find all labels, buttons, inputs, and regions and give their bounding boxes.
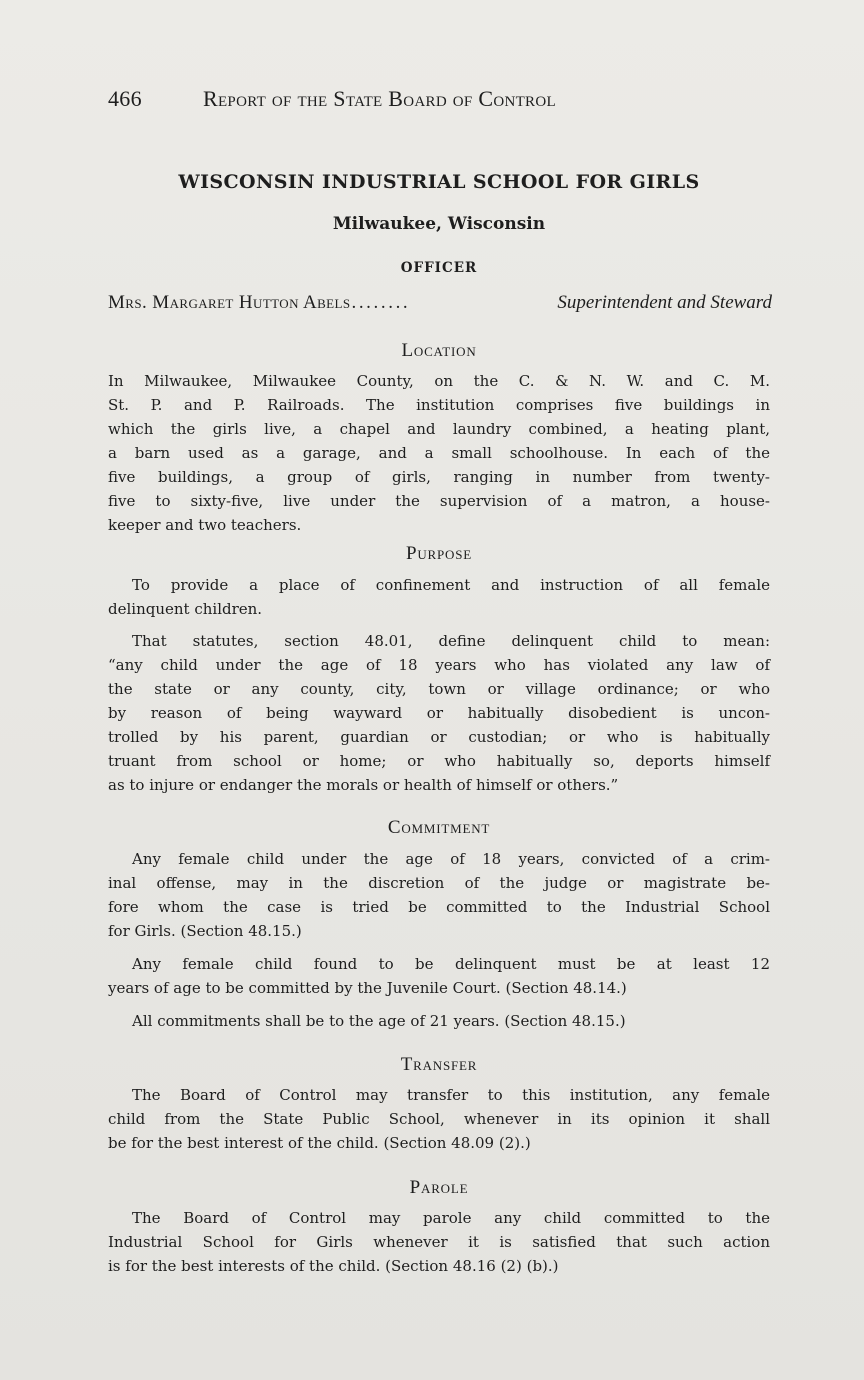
text-line: delinquent children. <box>108 600 263 618</box>
document-title: WISCONSIN INDUSTRIAL SCHOOL FOR GIRLS <box>178 171 700 193</box>
officer-entry <box>108 289 772 317</box>
text-line: That statutes, section 48.01, define delinquent child to mean: <box>132 632 770 650</box>
text-line: fore whom the case is tried be committed to the Industrial School <box>108 898 770 916</box>
text-line: St. P. and P. Railroads. The institution comprises five buildings in <box>108 396 770 414</box>
page-number: 466 <box>108 86 142 111</box>
text-line: child from the State Public School, whenever in its opinion it shall <box>108 1110 770 1128</box>
officer-role: Superintendent and Steward <box>557 292 772 313</box>
text-line: inal offense, may in the discretion of the judge or magistrate be- <box>108 874 770 892</box>
text-line: which the girls live, a chapel and laundry combined, a heating plant, <box>108 420 770 438</box>
commitment-heading: Commitment <box>387 817 491 838</box>
dot-leader: ........ <box>351 292 411 313</box>
commitment-paragraph-1 <box>108 847 770 943</box>
text-line: years of age to be committed by the Juvenile Court. (Section 48.14.) <box>108 979 627 997</box>
running-title: Report of the State Board of Control <box>203 86 556 111</box>
text-line: Any female child under the age of 18 years, convicted of a crim- <box>132 850 770 868</box>
text-line: Any female child found to be delinquent must be at least 12 <box>132 955 770 973</box>
text-line: a barn used as a garage, and a small schoolhouse. In each of the <box>108 444 770 462</box>
transfer-heading: Transfer <box>400 1054 478 1075</box>
commitment-paragraph-3 <box>108 1009 770 1033</box>
text-line: The Board of Control may parole any child committed to the <box>132 1209 770 1227</box>
text-line: In Milwaukee, Milwaukee County, on the C. & N. W. and C. M. <box>108 372 770 390</box>
running-head <box>108 84 768 114</box>
text-line: Industrial School for Girls whenever it is satisfied that such action <box>108 1233 770 1251</box>
location-paragraph <box>108 369 770 537</box>
transfer-paragraph <box>108 1083 770 1155</box>
text-line: is for the best interests of the child. (Section 48.16 (2) (b).) <box>108 1257 559 1275</box>
text-line: trolled by his parent, guardian or custodian; or who is habitually <box>108 728 770 746</box>
text-line: as to injure or endanger the morals or health of himself or others.” <box>108 776 619 794</box>
text-line: five buildings, a group of girls, ranging in number from twenty- <box>108 468 770 486</box>
commitment-paragraph-2 <box>108 952 770 1000</box>
purpose-paragraph-2 <box>108 629 770 797</box>
text-line: “any child under the age of 18 years who has violated any law of <box>108 656 770 674</box>
officer-name: Mrs. Margaret Hutton Abels <box>108 292 351 313</box>
text-line: be for the best interest of the child. (Section 48.09 (2).) <box>108 1134 531 1152</box>
location-heading: Location <box>401 340 477 361</box>
text-line: by reason of being wayward or habitually disobedient is uncon- <box>108 704 770 722</box>
parole-heading: Parole <box>409 1177 469 1198</box>
purpose-heading: Purpose <box>405 543 472 564</box>
text-line: the state or any county, city, town or village ordinance; or who <box>108 680 770 698</box>
purpose-paragraph-1 <box>108 573 770 621</box>
text-line: The Board of Control may transfer to this institution, any female <box>132 1086 770 1104</box>
text-line: To provide a place of confinement and instruction of all female <box>132 576 770 594</box>
parole-paragraph <box>108 1206 770 1278</box>
officer-heading: OFFICER <box>400 260 478 276</box>
text-line: keeper and two teachers. <box>108 516 302 534</box>
text-line: for Girls. (Section 48.15.) <box>108 922 302 940</box>
text-line: truant from school or home; or who habitually so, deports himself <box>108 752 770 770</box>
text-line: All commitments shall be to the age of 21 years. (Section 48.15.) <box>132 1012 626 1030</box>
text-line: five to sixty-five, live under the supervision of a matron, a house- <box>108 492 770 510</box>
document-subtitle: Milwaukee, Wisconsin <box>332 214 546 234</box>
